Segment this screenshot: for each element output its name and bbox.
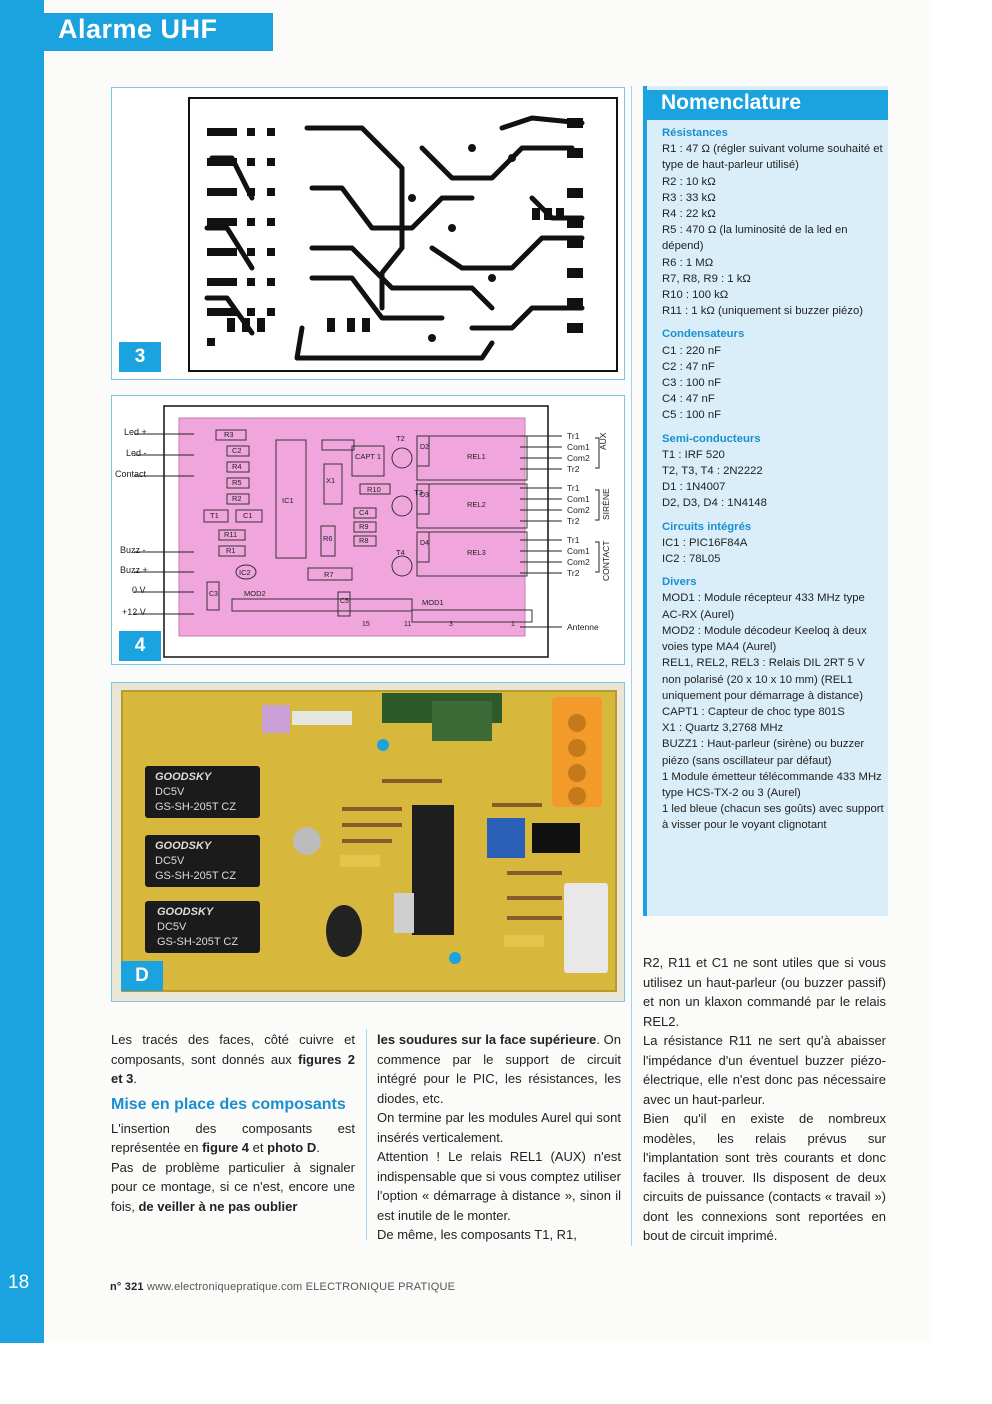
section-heading-circuits-integres: Circuits intégrés	[662, 520, 752, 533]
bracket-contact: CONTACT	[601, 540, 611, 581]
text-run-bold: photo D	[267, 1140, 317, 1155]
comp-c4: C4	[359, 508, 369, 517]
label-contact-com1: Com1	[567, 546, 590, 556]
section-heading-resistances: Résistances	[662, 127, 728, 139]
comp-mod2: MOD2	[244, 589, 266, 598]
text-run-bold: figure 4	[202, 1140, 250, 1155]
label-sirene-com2: Com2	[567, 505, 590, 515]
list-item: X1 : Quartz 3,2768 MHz	[662, 722, 784, 735]
comp-r2: R2	[232, 494, 242, 503]
figure-3-label: 3	[119, 342, 161, 372]
text-run: Les tracés des faces, côté cuivre et composants, sont donnés aux	[111, 1032, 355, 1067]
list-item: C3 : 100 nF	[662, 377, 722, 390]
paragraph	[377, 1030, 621, 1108]
comp-d2: D2	[420, 444, 429, 451]
page-title: Alarme UHF	[58, 14, 218, 44]
comp-r9: R9	[359, 522, 369, 531]
figure-3-copper-layout	[111, 87, 625, 380]
list-item: R4 : 22 kΩ	[662, 208, 716, 221]
label-aux-tr2: Tr2	[567, 464, 580, 474]
text-run: .	[316, 1140, 320, 1155]
label-led-plus: Led +	[124, 427, 147, 437]
paragraph: La résistance R11 ne sert qu'à abaisser l'impédance d'un éventuel buzzer piézo-électrique, elle n'est donc pas nécessaire avec un haut-parleur.	[643, 1033, 886, 1107]
paragraph	[111, 1030, 355, 1089]
relay-3-model: GS-SH-205T CZ	[157, 936, 239, 948]
list-item: R10 : 100 kΩ	[662, 289, 729, 302]
comp-r3: R3	[224, 430, 234, 439]
nomenclature-list	[662, 125, 886, 834]
text-run: .	[133, 1071, 138, 1086]
list-item: R7, R8, R9 : 1 kΩ	[662, 272, 751, 285]
page-number: 18	[8, 1272, 30, 1293]
bracket-aux: AUX	[598, 432, 608, 450]
list-item: C4 : 47 nF	[662, 393, 715, 406]
label-sirene-tr1: Tr1	[567, 483, 580, 493]
comp-d3: D3	[420, 492, 429, 499]
comp-x1: X1	[326, 476, 336, 485]
comp-r8: R8	[359, 536, 369, 545]
article-column-3	[643, 953, 886, 1246]
list-item: T1 : IRF 520	[662, 448, 725, 461]
paragraph: De même, les composants T1, R1,	[377, 1227, 577, 1242]
list-item: T2, T3, T4 : 2N2222	[662, 465, 763, 478]
list-item: R3 : 33 kΩ	[662, 191, 716, 204]
list-item: C1 : 220 nF	[662, 344, 722, 357]
label-12v: +12 V	[122, 607, 146, 617]
nomenclature-edge	[643, 86, 647, 916]
list-item: C2 : 47 nF	[662, 360, 715, 373]
label-led-minus: Led -	[126, 448, 147, 458]
list-item: IC1 : PIC16F84A	[662, 536, 748, 549]
article-column-2	[377, 1030, 621, 1245]
column-divider	[631, 86, 632, 1246]
comp-rel2: REL2	[467, 500, 486, 509]
comp-capt1: CAPT 1	[354, 452, 382, 461]
relay-1-model: GS-SH-205T CZ	[155, 801, 237, 813]
pin-3: 3	[449, 621, 453, 628]
comp-t2: T2	[396, 434, 405, 443]
comp-ic1: IC1	[282, 496, 294, 505]
section-heading: Mise en place des composants	[111, 1095, 346, 1113]
magazine-name: ELECTRONIQUE PRATIQUE	[305, 1281, 456, 1293]
comp-d4: D4	[420, 540, 429, 547]
list-item: CAPT1 : Capteur de choc type 801S	[662, 705, 845, 718]
copper-trace-drawing	[112, 88, 624, 379]
paragraph: On termine par les modules Aurel qui sont insérés verticalement.	[377, 1110, 621, 1145]
relay-1-rating: DC5V	[155, 786, 185, 798]
text-run: . On commence par le support de circuit intégré pour le PIC, les résistances, les diodes, etc.	[377, 1032, 621, 1106]
comp-r11: R11	[224, 530, 238, 539]
column-divider	[366, 1030, 367, 1240]
label-sirene-com1: Com1	[567, 494, 590, 504]
comp-r7: R7	[324, 570, 334, 579]
label-aux-tr1: Tr1	[567, 431, 580, 441]
comp-t4: T4	[396, 548, 405, 557]
label-contact: Contact	[115, 469, 147, 479]
list-item: C5 : 100 nF	[662, 409, 722, 422]
text-run: et	[249, 1140, 268, 1155]
list-item: R1 : 47 Ω (régler suivant volume souhaité et type de haut-parleur utilisé)	[662, 143, 883, 172]
label-0v: 0 V	[132, 585, 146, 595]
left-color-band	[0, 0, 44, 1343]
label-contact-com2: Com2	[567, 557, 590, 567]
photo-d-label: D	[121, 961, 163, 991]
section-heading-divers: Divers	[662, 576, 697, 589]
nomenclature-title: Nomenclature	[661, 91, 802, 114]
website: www.electroniquepratique.com	[147, 1281, 303, 1293]
list-item: 1 Module émetteur télécommande 433 MHz type HCS-TX-2 ou 3 (Aurel)	[662, 770, 882, 799]
bracket-sirene: SIRÈNE	[601, 488, 611, 520]
comp-r10: R10	[367, 485, 381, 494]
relay-2-brand: GOODSKY	[155, 840, 212, 852]
comp-t3: T3	[414, 488, 423, 497]
text-run-bold: de veiller à ne pas oublier	[138, 1198, 298, 1214]
relay-1-brand: GOODSKY	[155, 771, 212, 783]
paragraph: Attention ! Le relais REL1 (AUX) n'est indispensable que si vous comptez utiliser l'option « démarrage à distance », sinon il est inutile de le monter.	[377, 1149, 621, 1223]
list-item: R6 : 1 MΩ	[662, 256, 714, 269]
relay-2-model: GS-SH-205T CZ	[155, 870, 237, 882]
label-buzz-plus: Buzz +	[120, 565, 148, 575]
comp-c5: C5	[340, 598, 349, 605]
photo-d-board	[111, 682, 625, 1002]
list-item: R5 : 470 Ω (la luminosité de la led en dépend)	[662, 224, 848, 253]
paragraph: Bien qu'il en existe de nombreux modèles, les relais prévus sur l'implantation sont très courants et donc faciles à trouver. Ils disposent de deux circuits de puissance (contacts « travail ») dont les connexions sont reportées en bout de circuit imprimé.	[643, 1111, 886, 1243]
list-item: MOD2 : Module décodeur Keeloq à deux voies type MA4 (Aurel)	[662, 624, 867, 654]
pin-11: 11	[404, 621, 412, 628]
list-item: D1 : 1N4007	[662, 481, 726, 494]
comp-r5: R5	[232, 478, 242, 487]
list-item: BUZZ1 : Haut-parleur (sirène) ou buzzer piézo (sans oscillateur par défaut)	[662, 738, 865, 767]
article-column-1	[111, 1030, 355, 1216]
comp-mod1: MOD1	[422, 598, 444, 607]
paragraph	[111, 1119, 355, 1158]
relay-3-rating: DC5V	[157, 921, 187, 933]
section-heading-condensateurs: Condensateurs	[662, 328, 745, 341]
comp-rel1: REL1	[467, 452, 486, 461]
list-item: REL1, REL2, REL3 : Relais DIL 2RT 5 V non polarisé (20 x 10 x 10 mm) (REL1 uniquement pour démarrage à distance)	[662, 657, 865, 702]
list-item: MOD1 : Module récepteur 433 MHz type AC-RX (Aurel)	[662, 592, 865, 621]
comp-rel3: REL3	[467, 548, 486, 557]
list-item: IC2 : 78L05	[662, 553, 721, 566]
text-run: Pas de problème particulier à signaler pour ce montage, si ce n'est, encore une fois,	[111, 1159, 355, 1214]
comp-c1: C1	[243, 511, 253, 520]
comp-c3: C3	[209, 591, 218, 598]
figure-4-label: 4	[119, 631, 161, 661]
comp-r1: R1	[226, 546, 236, 555]
pin-15: 15	[362, 621, 370, 628]
paragraph: R2, R11 et C1 ne sont utiles que si vous utilisez un haut-parleur (ou buzzer passif) et non un klaxon commandé par le relais REL2.	[643, 955, 886, 1029]
comp-r6: R6	[323, 534, 333, 543]
issue-number: n° 321	[110, 1281, 144, 1293]
comp-t1: T1	[210, 511, 219, 520]
text-run-bold: figures 2 et 3	[111, 1051, 355, 1086]
paragraph	[111, 1158, 355, 1217]
list-item: R11 : 1 kΩ (uniquement si buzzer piézo)	[662, 305, 864, 318]
comp-ic2: IC2	[239, 568, 251, 577]
section-heading-semi-conducteurs: Semi-conducteurs	[662, 432, 761, 445]
footer	[110, 1281, 455, 1293]
label-aux-com2: Com2	[567, 453, 590, 463]
relay-3-brand: GOODSKY	[157, 906, 214, 918]
list-item: R2 : 10 kΩ	[662, 175, 716, 188]
text-run-bold: les soudures sur la face supérieure	[377, 1032, 597, 1047]
label-contact-tr2: Tr2	[567, 568, 580, 578]
list-item: D2, D3, D4 : 1N4148	[662, 497, 767, 510]
label-contact-tr1: Tr1	[567, 535, 580, 545]
relay-2-rating: DC5V	[155, 855, 185, 867]
label-antenne: Antenne	[567, 622, 599, 632]
comp-c2: C2	[232, 446, 242, 455]
label-sirene-tr2: Tr2	[567, 516, 580, 526]
pin-1: 1	[511, 621, 515, 628]
comp-r4: R4	[232, 462, 242, 471]
figure-4-component-layout	[111, 395, 625, 665]
list-item: 1 led bleue (chacun ses goûts) avec support à visser pour le voyant clignotant	[662, 803, 884, 832]
label-aux-com1: Com1	[567, 442, 590, 452]
text-run: L'insertion des composants est représentée en	[111, 1120, 355, 1155]
label-buzz-minus: Buzz -	[120, 545, 146, 555]
